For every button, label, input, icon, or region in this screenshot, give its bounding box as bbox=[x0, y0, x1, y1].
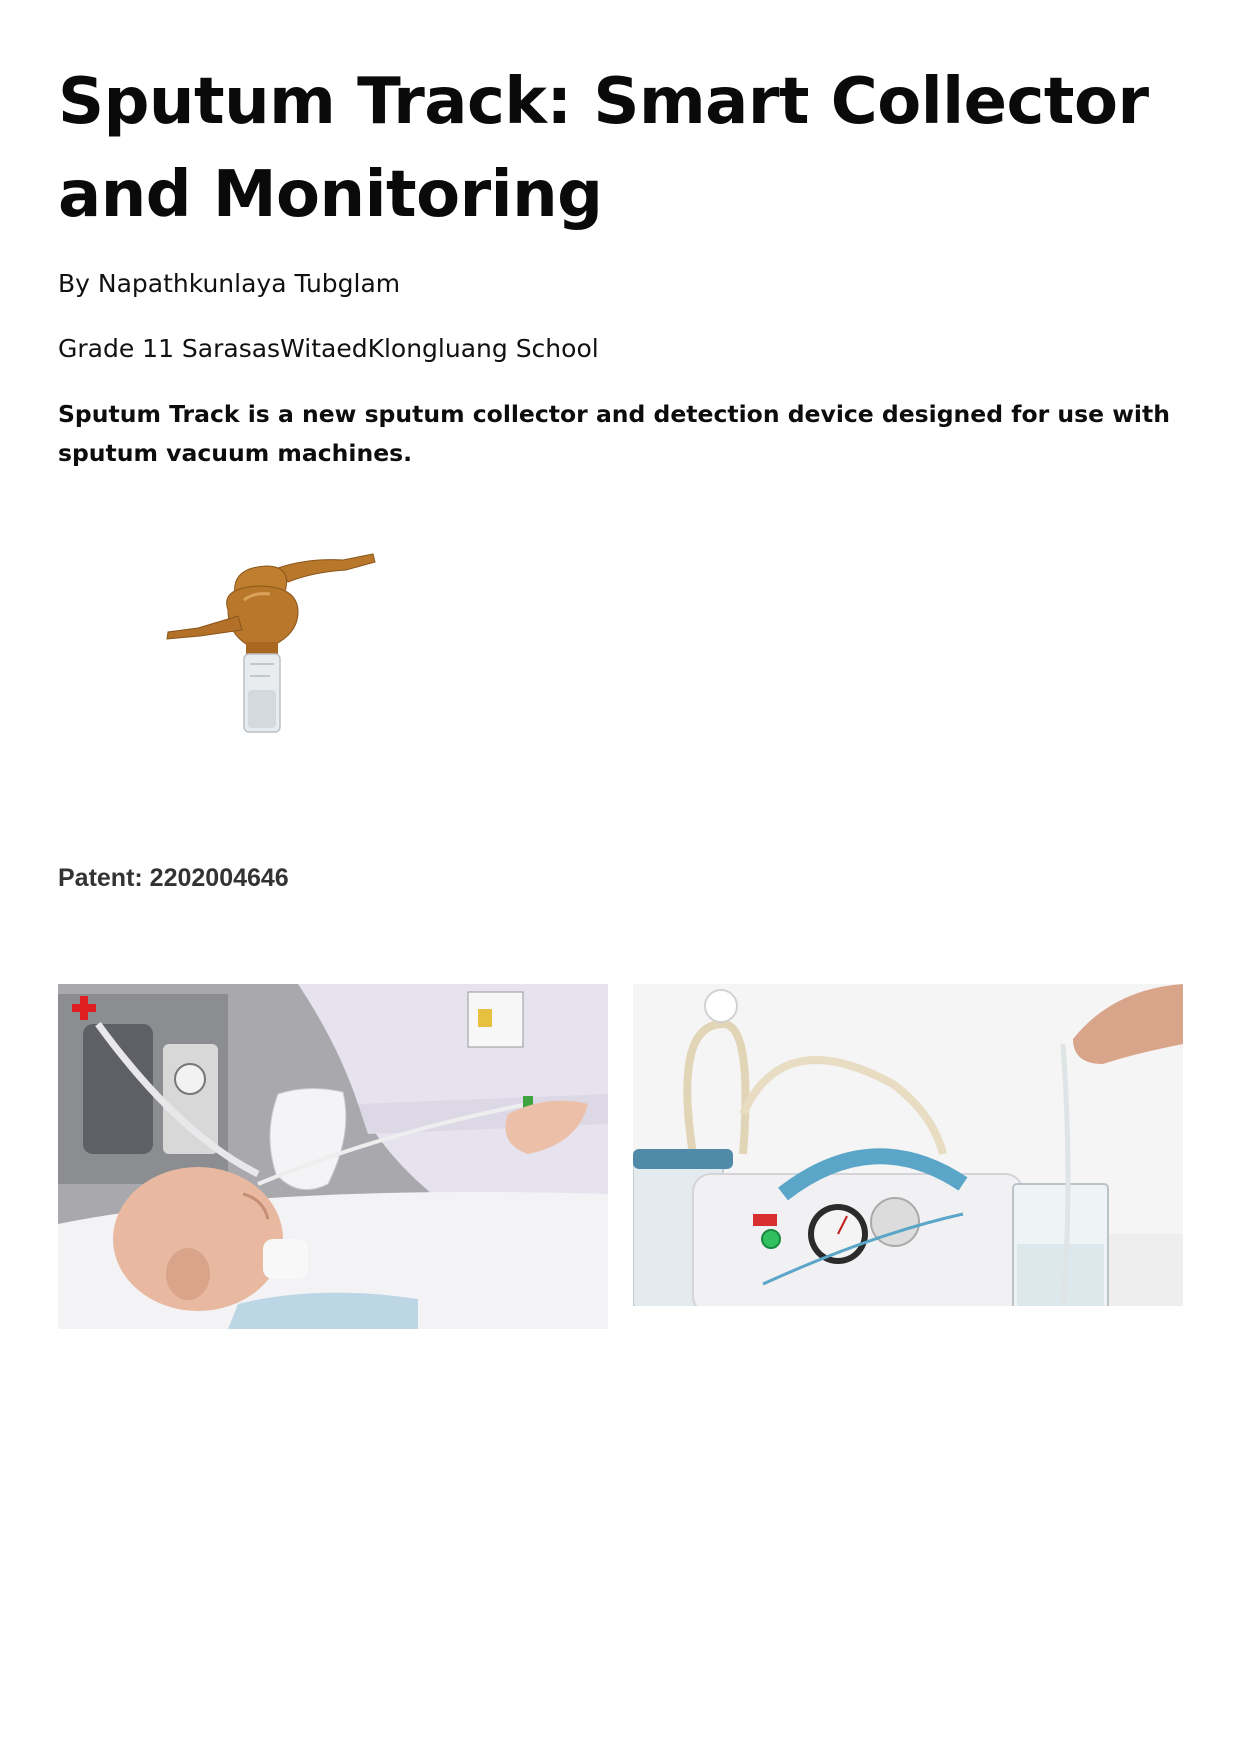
author-line: By Napathkunlaya Tubglam bbox=[58, 269, 401, 298]
summary-text: Sputum Track is a new sputum collector and detection device designed for use with sputum vacuum machines. bbox=[58, 400, 1170, 467]
sputum-collector-image bbox=[158, 540, 398, 750]
page-title: Sputum Track: Smart Collector and Monitoring bbox=[58, 65, 1149, 232]
nurse-suction-photo bbox=[58, 984, 608, 1329]
patent-number: Patent: 2202004646 bbox=[58, 864, 289, 892]
school-line: Grade 11 SarasasWitaedKlongluang School bbox=[58, 334, 599, 363]
nurse-suctioning-mannequin-photo bbox=[58, 984, 608, 1329]
sputum-collector-device-illustration bbox=[158, 540, 398, 750]
suction-machine-photo bbox=[633, 984, 1183, 1318]
suction-machine-photo bbox=[633, 984, 1183, 1318]
